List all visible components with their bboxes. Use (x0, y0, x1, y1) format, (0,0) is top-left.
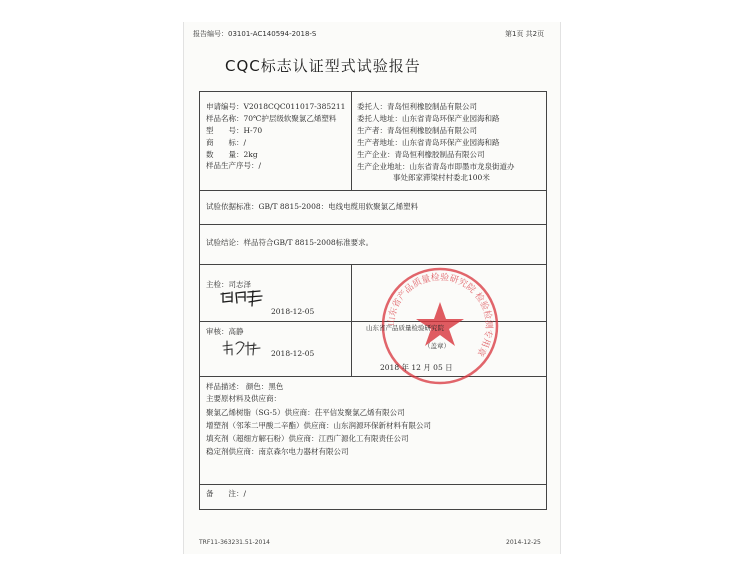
column-divider (351, 91, 352, 190)
stabilizer-supplier: 稳定剂供应商：南京森尔电力器材有限公司 (206, 447, 349, 456)
seal-note: （盖章） (424, 342, 450, 350)
svg-text:山东省产品质量检验研究院 检验检测专用章: 山东省产品质量检验研究院 检验检测专用章 (386, 272, 494, 358)
plasticizer-supplier: 增塑剂（邻苯二甲酸二辛酯）供应商：山东润源环保新材料有限公司 (206, 421, 431, 430)
chief-signature-icon (218, 288, 266, 310)
chief-inspector: 主检：司志泽 (206, 280, 251, 289)
test-conclusion: 试验结论：样品符合GB/T 8815-2008标准要求。 (206, 238, 374, 247)
client: 委托人：青岛恒利橡胶制品有限公司 (357, 102, 477, 111)
trademark: 商 标：/ (206, 138, 247, 147)
factory-address: 生产企业地址：山东省青岛市即墨市龙泉街道办 (357, 162, 515, 171)
org-name: 山东省产品质量检验研究院 (366, 324, 444, 332)
production-serial: 样品生产序号：/ (206, 161, 262, 170)
reviewer-date: 2018-12-05 (271, 349, 315, 358)
document-title: CQC标志认证型式试验报告 (225, 57, 421, 75)
seal-date: 2018 年 12 月 05 日 (380, 363, 453, 372)
sample-description: 样品描述： 颜色：黑色 (206, 382, 284, 391)
table-divider (199, 190, 547, 191)
reviewer: 审核：高静 (206, 327, 244, 336)
reviewer-signature-icon (220, 338, 266, 358)
model: 型 号：H-70 (206, 126, 263, 135)
quantity: 数 量：2kg (206, 150, 258, 159)
table-divider (199, 484, 547, 485)
materials-title: 主要原材料及供应商： (206, 394, 281, 403)
factory: 生产企业：青岛恒利橡胶制品有限公司 (357, 150, 485, 159)
manufacturer: 生产者：青岛恒利橡胶制品有限公司 (357, 126, 477, 135)
column-divider (351, 264, 352, 376)
report-number: 报告编号：03101-AC140594-2018-S (193, 30, 317, 38)
notes: 备 注：/ (206, 489, 247, 498)
table-divider (199, 224, 547, 225)
client-address: 委托人地址：山东省青岛环保产业园海和路 (357, 114, 500, 123)
form-number: TRF11-363231.51-2014 (199, 539, 270, 546)
factory-address-cont: 事处郎家滞梁村村委北100米 (393, 173, 490, 182)
application-number: 申请编号：V2018CQC011017-385211 (206, 102, 346, 111)
pvc-supplier: 聚氯乙烯树脂（SG-5）供应商：茌平信发聚氯乙烯有限公司 (206, 408, 405, 417)
chief-date: 2018-12-05 (271, 307, 315, 316)
filler-supplier: 填充剂（超细方解石粉）供应商：江西广源化工有限责任公司 (206, 434, 409, 443)
sample-name: 样品名称：70℃护层级软聚氯乙烯塑料 (206, 114, 337, 123)
manufacturer-address: 生产者地址：山东省青岛环保产业园海和路 (357, 138, 500, 147)
test-basis: 试验依据标准：GB/T 8815-2008：电线电缆用软聚氯乙烯塑料 (206, 202, 419, 211)
page-indicator: 第1页 共2页 (505, 30, 545, 38)
form-date: 2014-12-25 (506, 539, 541, 546)
